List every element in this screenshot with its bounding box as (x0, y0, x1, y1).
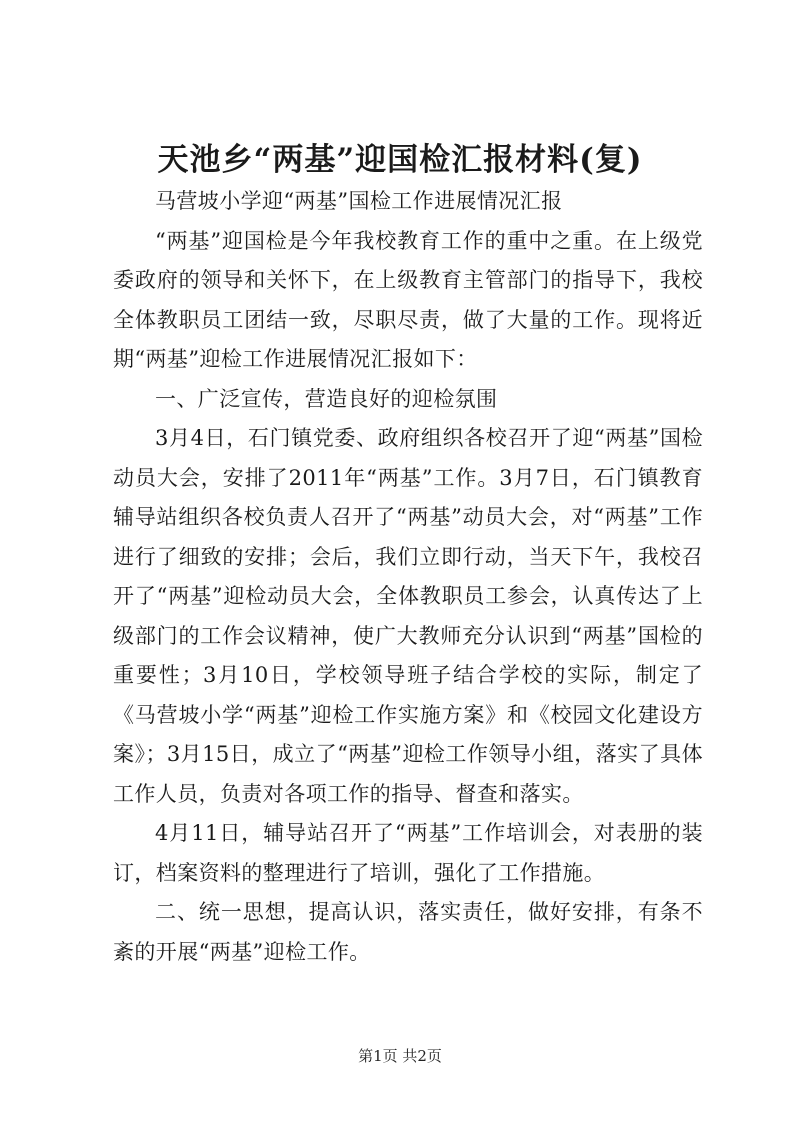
page-number-footer: 第1页 共2页 (358, 1047, 442, 1065)
document-body (113, 182, 703, 972)
intro-paragraph: “两基”迎国检是今年我校教育工作的重中之重。在上级党委政府的领导和关怀下，在上级教育主管部门的指导下，我校全体教职员工团结一致，尽职尽责，做了大量的工作。现将近期“两基”迎检工作进展情况汇报如下： (113, 228, 703, 371)
section-heading-2: 二、统一思想，提高认识，落实责任，做好安排，有条不紊的开展“两基”迎检工作。 (113, 900, 703, 964)
section-heading-1: 一、广泛宣传，营造良好的迎检氛围 (155, 386, 498, 411)
document-title: 天池乡“两基”迎国检汇报材料(复) (157, 142, 643, 178)
report-subtitle: 马营坡小学迎“两基”国检工作进展情况汇报 (155, 189, 563, 213)
body-paragraph: 4月11日，辅导站召开了“两基”工作培训会，对表册的装订，档案资料的整理进行了培训，强化了工作措施。 (113, 821, 703, 885)
body-paragraph: 3月4日，石门镇党委、政府组织各校召开了迎“两基”国检动员大会，安排了2011年“两基”工作。3月7日，石门镇教育辅导站组织各校负责人召开了“两基”动员大会，对“两基”工作进行了细致的安排；会后，我们立即行动，当天下午，我校召开了“两基”迎检动员大会，全体教职员工参会，认真传达了上级部门的工作会议精神，使广大教师充分认识到“两基”国检的重要性；3月10日，学校领导班子结合学校的实际，制定了《马营坡小学“两基”迎检工作实施方案》和《校园文化建设方案》；3月15日，成立了“两基”迎检工作领导小组，落实了具体工作人员，负责对各项工作的指导、督查和落实。 (113, 426, 703, 806)
